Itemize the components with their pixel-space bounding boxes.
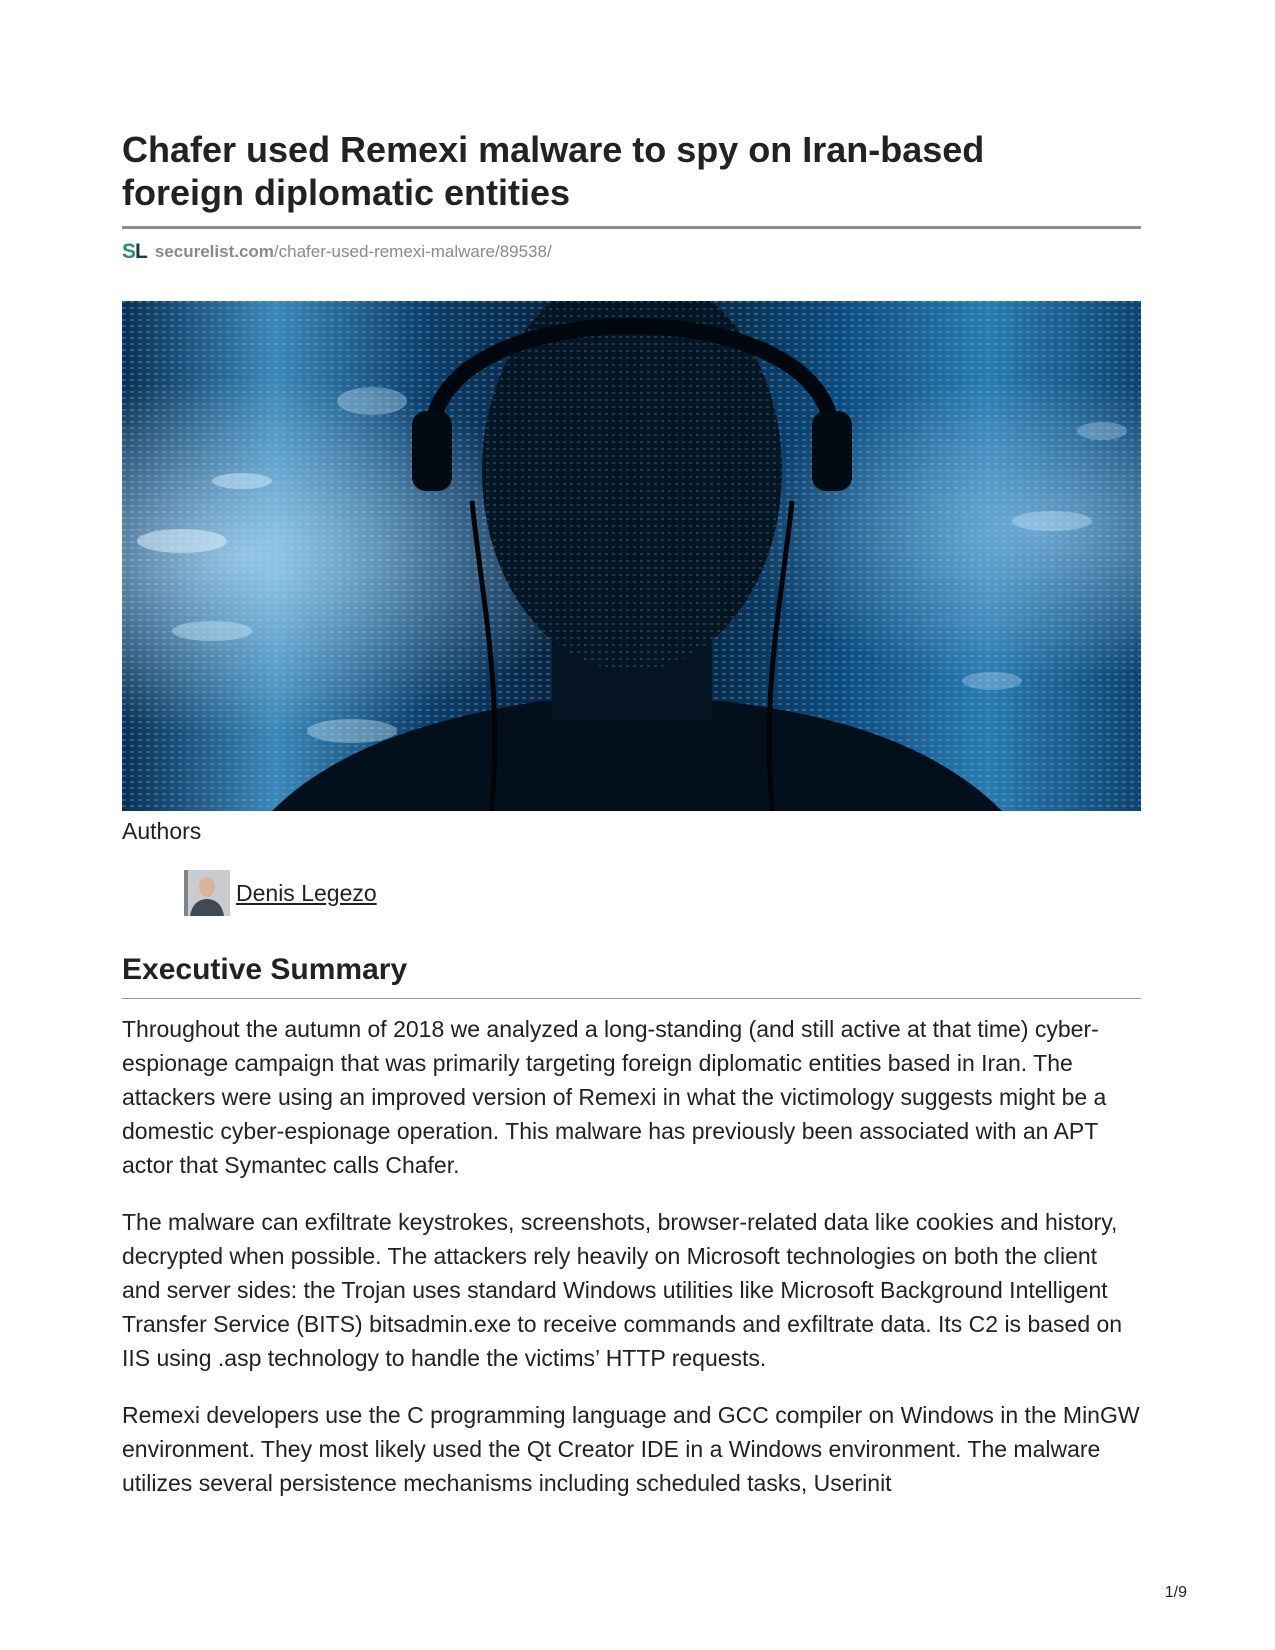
author-entry[interactable] <box>184 870 1141 916</box>
section-heading: Executive Summary <box>122 953 408 986</box>
paragraph: The malware can exfiltrate keystrokes, screenshots, browser-related data like cookies and history, decrypted when possible. The attackers rely heavily on Microsoft technologies on both the client and server sides: the Trojan uses standard Windows utilities like Microsoft Background Intelligent Transfer Service (BITS) bitsadmin.exe to receive commands and exfiltrate data. Its C2 is based on IIS using .asp technology to handle the victims’ HTTP requests. <box>122 1209 1123 1371</box>
source-path[interactable]: /chafer-used-remexi-malware/89538/ <box>273 242 552 261</box>
author-name-link[interactable]: Denis Legezo <box>236 879 377 906</box>
securelist-logo-icon: SL <box>122 240 147 263</box>
title-divider <box>122 226 1141 229</box>
page-number: 1/9 <box>1164 1584 1187 1601</box>
article-title: Chafer used Remexi malware to spy on Iran-based foreign diplomatic entities <box>122 129 985 213</box>
article <box>122 128 1141 1500</box>
source-domain[interactable]: securelist.com <box>154 242 274 261</box>
paragraph: Remexi developers use the C programming language and GCC compiler on Windows in the MinGW environment. They most likely used the Qt Creator IDE in a Windows environment. The malware utilizes several persistence mechanisms including scheduled tasks, Userinit <box>122 1402 1140 1496</box>
section-divider <box>122 998 1141 999</box>
authors-label: Authors <box>122 818 202 844</box>
hero-image-hacker-with-headphones <box>122 301 1141 811</box>
paragraph: Throughout the autumn of 2018 we analyzed a long-standing (and still active at that time) cyber-espionage campaign that was primarily targeting foreign diplomatic entities based in Iran. The attackers were using an improved version of Remexi in what the victimology suggests might be a domestic cyber-espionage operation. This malware has previously been associated with an APT actor that Symantec calls Chafer. <box>122 1016 1107 1178</box>
author-avatar[interactable] <box>184 870 230 916</box>
source-line[interactable] <box>122 239 1141 265</box>
